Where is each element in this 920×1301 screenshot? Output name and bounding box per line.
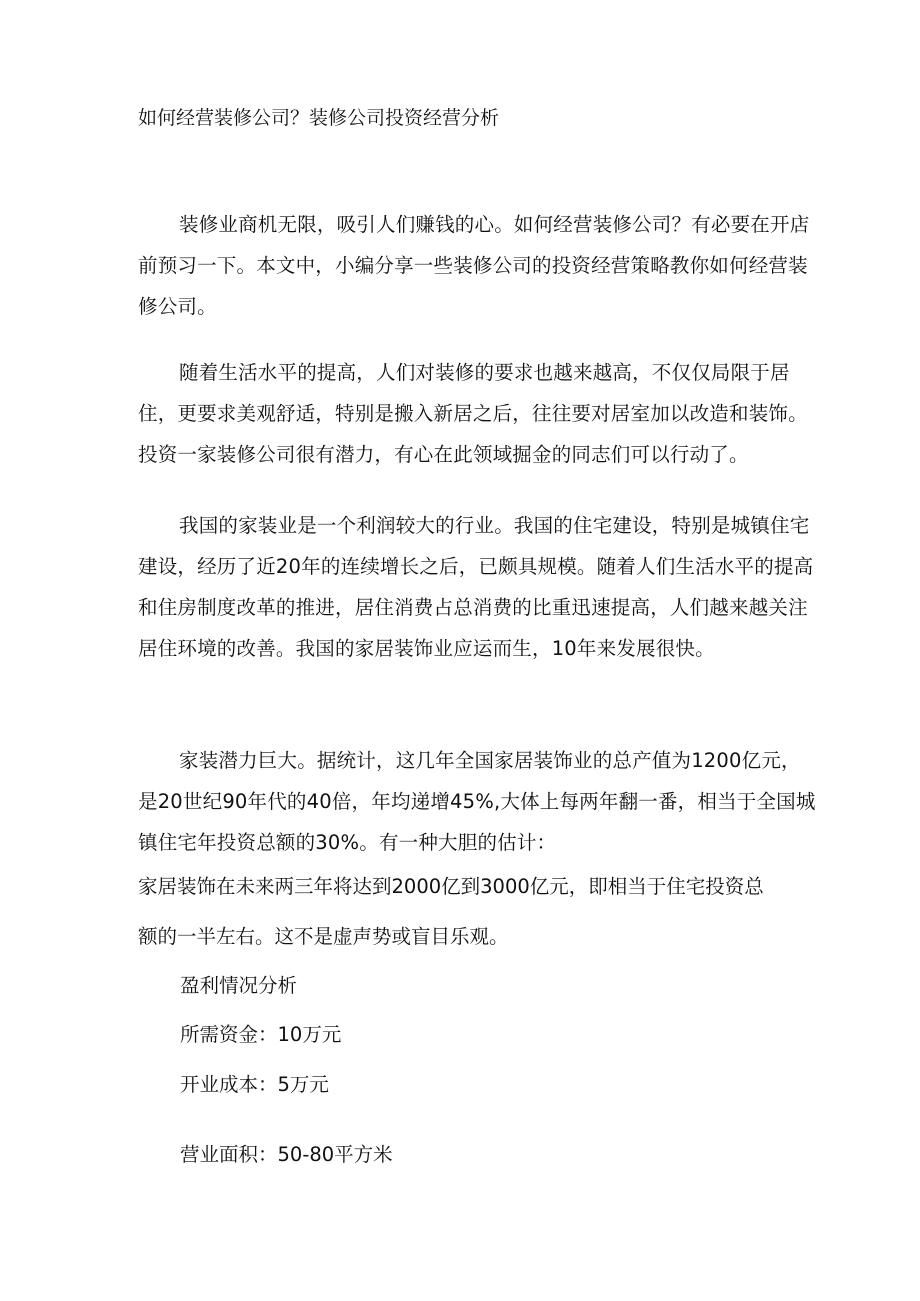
- continuation-line-2: 额的一半左右。这不是虚声势或盲目乐观。: [138, 925, 509, 948]
- profit-section-heading: 盈利情况分析: [180, 974, 298, 997]
- paragraph-industry-profit: 我国的家装业是一个利润较大的行业。我国的住宅建设，特别是城镇住宅建设，经历了近20年的连续增长之后，已颇具规模。随着人们生活水平的提高和住房制度改革的推进，居住消费占总消费的比重迅速提高，人们越来越关注居住环境的改善。我国的家居装饰业应运而生，10年来发展很快。: [138, 514, 814, 660]
- continuation-line-1: 家居装饰在未来两三年将达到2000亿到3000亿元，即相当于住宅投资总: [138, 875, 764, 898]
- paragraph-living-standard: 随着生活水平的提高，人们对装修的要求也越来越高，不仅仅局限于居住，更要求美观舒适，特别是搬入新居之后，往往要对居室加以改造和装饰。投资一家装修公司很有潜力，有心在此领域掘金的同志们可以行动了。: [138, 361, 808, 466]
- paragraph-intro: 装修业商机无限，吸引人们赚钱的心。如何经营装修公司？有必要在开店前预习一下。本文中，小编分享一些装修公司的投资经营策略教你如何经营装修公司。: [138, 213, 810, 318]
- profit-item-area: 营业面积：50-80平方米: [180, 1143, 393, 1166]
- profit-item-startup-cost: 开业成本：5万元: [180, 1073, 329, 1096]
- document-title: 如何经营装修公司？装修公司投资经营分析: [138, 107, 500, 129]
- paragraph-market-potential: 家装潜力巨大。据统计，这几年全国家居装饰业的总产值为1200亿元，是20世纪90年代的40倍，年均递增45%,大体上每两年翻一番，相当于全国城镇住宅年投资总额的30%。有一种大胆的估计：: [138, 749, 816, 854]
- profit-item-capital: 所需资金：10万元: [180, 1023, 342, 1046]
